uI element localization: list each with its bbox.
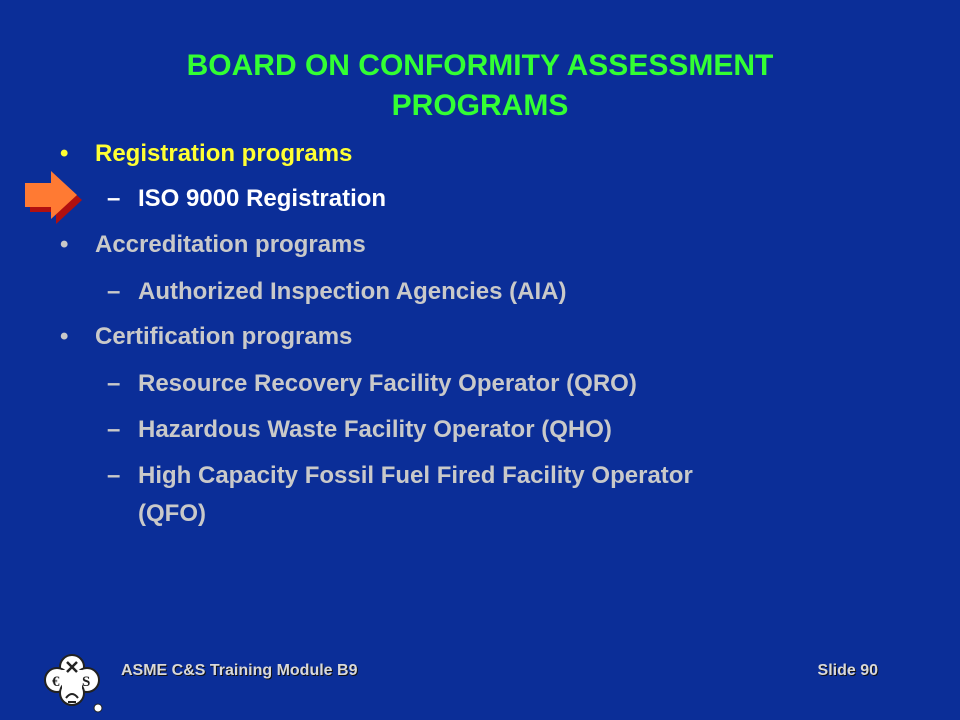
sub-bullet-text: Hazardous Waste Facility Operator (QHO) — [138, 416, 612, 443]
dash-marker: – — [107, 278, 121, 305]
bullet-marker: • — [60, 231, 69, 258]
bullet-item — [60, 230, 366, 260]
sub-bullet-continuation: (QFO) — [138, 500, 206, 527]
slide-title-line-2: PROGRAMS — [391, 89, 569, 122]
bullet-item — [60, 322, 352, 352]
bullet-marker: • — [60, 323, 69, 350]
bullet-marker: • — [60, 140, 69, 167]
slide-title-line-1: BOARD ON CONFORMITY ASSESSMENT — [186, 49, 774, 82]
footer-slide-number: Slide 90 — [817, 662, 878, 679]
bullet-text: Registration programs — [95, 140, 353, 167]
sub-bullet-item — [107, 277, 566, 307]
logo-letter-c: € — [52, 674, 60, 690]
bullet-text: Certification programs — [95, 323, 353, 350]
sub-bullet-item — [107, 369, 637, 399]
logo-letter-s: S — [82, 674, 91, 690]
sub-bullet-item — [107, 415, 612, 445]
dash-marker: – — [107, 185, 121, 212]
dash-marker: – — [107, 416, 121, 443]
sub-bullet-item — [107, 461, 693, 491]
bullet-item — [60, 139, 352, 169]
bullet-text: Accreditation programs — [95, 231, 366, 258]
sub-bullet-text: ISO 9000 Registration — [138, 185, 387, 212]
asme-cs-logo-icon — [40, 650, 104, 714]
sub-bullet-text: Authorized Inspection Agencies (AIA) — [138, 278, 567, 305]
footer-module-name: ASME C&S Training Module B9 — [121, 662, 358, 679]
dash-marker: – — [107, 462, 121, 489]
sub-bullet-item — [107, 184, 386, 214]
dash-marker: – — [107, 370, 121, 397]
sub-bullet-text: High Capacity Fossil Fuel Fired Facility Operator — [138, 462, 693, 489]
sub-bullet-text: Resource Recovery Facility Operator (QRO) — [138, 370, 637, 397]
